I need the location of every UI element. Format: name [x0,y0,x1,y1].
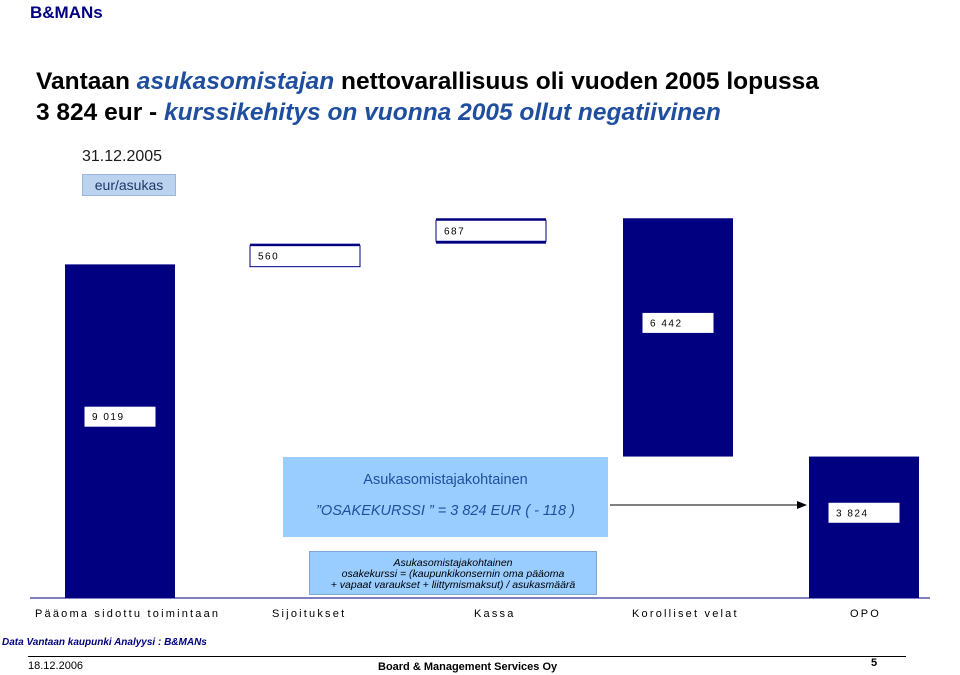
data-label-4: 3 824 [836,508,869,520]
data-label-3: 6 442 [650,318,683,330]
info-box-heading: Asukasomistajakohtainen [363,472,528,488]
footer-divider [28,656,906,657]
note-line-3: + vapaat varaukset + liittymismaksut) / asukasmäärä [330,579,576,591]
note-line-1: Asukasomistajakohtainen [393,557,513,569]
source-note: Data Vantaan kaupunki Analyysi : B&MANs [2,637,207,648]
brand-logo: B&MANs [30,3,103,22]
info-box-formula: ”OSAKEKURSSI ” = 3 824 EUR ( - 118 ) [316,503,575,519]
data-label-1: 560 [258,251,280,263]
bar-0 [65,264,175,598]
note-line-2: osakekurssi = (kaupunkikonsernin oma pääoma [341,568,565,580]
data-label-0: 9 019 [92,412,125,424]
category-label-2: Kassa [474,608,516,620]
category-label-1: Sijoitukset [272,608,347,620]
title-line-1: Vantaan asukasomistajan nettovarallisuus oli vuoden 2005 lopussa [36,68,819,95]
as-of-date: 31.12.2005 [82,148,163,165]
footer-date: 18.12.2006 [28,660,84,672]
unit-label: eur/asukas [82,174,176,196]
category-label-4: OPO [850,608,882,620]
bar-3 [623,218,733,456]
title-line-2: 3 824 eur - kurssikehitys on vuonna 2005 ollut negatiivinen [36,99,721,126]
category-label-3: Korolliset velat [632,608,739,620]
page-number: 5 [871,657,878,669]
category-label-0: Pääoma sidottu toimintaan [35,608,221,620]
data-label-2: 687 [444,226,466,238]
bar-4 [809,457,919,598]
footer-company: Board & Management Services Oy [378,661,558,673]
